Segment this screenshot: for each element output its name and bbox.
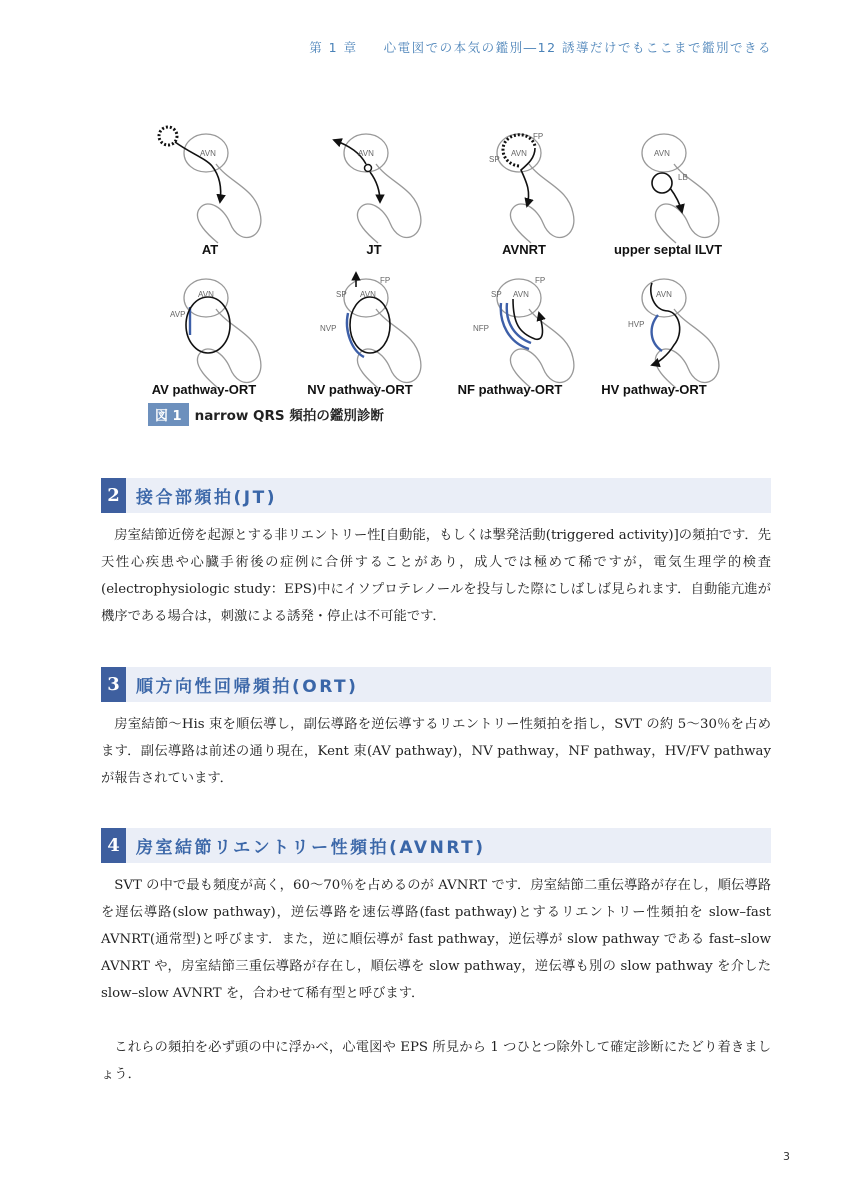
avn-label: AVN	[360, 290, 376, 299]
fp-label: FP	[535, 276, 546, 285]
diagram-hv-pathway-ort	[628, 279, 719, 388]
diagram-grid	[118, 108, 758, 408]
diagram-upper-septal-ilvt	[642, 134, 719, 243]
section-4-heading	[101, 828, 771, 863]
section-4-paragraph-1: SVT の中で最も頻度が高く，60～70％を占めるのが AVNRT です．房室結節二重伝導路が存在し，順伝導路を遅伝導路(slow pathway)，逆伝導路を速伝導路(fast pathway)とするリエントリー性頻拍を slow–fast AVNRT(通常型)と呼びます．また，逆に順伝導が fast pathway，逆伝導が slow pathway である fast–slow AVNRT や，房室結節三重伝導路が存在し，順伝導を slow pathway，逆伝導も別の slow pathway を介した slow–slow AVNRT を，合わせて稀有型と呼びます．	[101, 878, 771, 1001]
label-nv-pathway-ort: NV pathway-ORT	[307, 382, 413, 397]
diagram-avnrt	[489, 132, 574, 243]
diagram-av-pathway-ort	[170, 279, 261, 388]
diagram-at	[159, 127, 261, 243]
fp-label: FP	[380, 276, 391, 285]
diagram-nf-pathway-ort	[473, 276, 574, 388]
avp-label: AVP	[170, 310, 186, 319]
label-upper-septal-ilvt: upper septal ILVT	[613, 242, 723, 257]
avn-label: AVN	[200, 149, 216, 158]
figure-caption-text: narrow QRS 頻拍の鑑別診断	[194, 408, 384, 424]
page-number: 3	[783, 1150, 790, 1163]
label-at: AT	[201, 242, 219, 257]
section-4-paragraph-2: これらの頻拍を必ず頭の中に浮かべ，心電図や EPS 所見から 1 つひとつ除外して確定診断にたどり着きましょう．	[101, 1040, 771, 1082]
avn-label: AVN	[198, 290, 214, 299]
nvp-label: NVP	[320, 324, 337, 333]
avn-label: AVN	[656, 290, 672, 299]
running-head-title: 心電図での本気の鑑別―12 誘導だけでもここまで鑑別できる	[383, 40, 772, 55]
label-avnrt: AVNRT	[502, 242, 546, 257]
section-number: 3	[101, 667, 126, 702]
fp-label: FP	[533, 132, 544, 141]
running-head	[300, 38, 772, 56]
section-2-paragraph: 房室結節近傍を起源とする非リエントリー性[自動能，もしくは撃発活動(triggered activity)]の頻拍です．先天性心疾患や心臓手術後の症例に合併することがあり，成人では極めて稀ですが，電気生理学的検査(electrophysiologic study：EPS)中にイソプロテレノールを投与した際にしばしば見られます．自動能亢進が機序である場合は，刺激による誘発・停止は不可能です．	[101, 528, 771, 624]
avn-label: AVN	[513, 290, 529, 299]
avn-label: AVN	[511, 149, 527, 158]
section-number: 4	[101, 828, 126, 863]
hvp-label: HVP	[628, 320, 645, 329]
section-3-heading	[101, 667, 771, 702]
sp-label: SP	[336, 290, 347, 299]
label-jt: JT	[366, 242, 382, 257]
section-3-paragraph: 房室結節～His 束を順伝導し，副伝導路を逆伝導するリエントリー性頻拍を指し，SVT の約 5～30％を占めます．副伝導路は前述の通り現在，Kent 束(AV pathway)，NV pathway，NF pathway，HV/FV pathway が報告されています．	[101, 717, 771, 786]
running-head-chapter: 第 1 章	[309, 40, 358, 55]
figure-number: 図 1	[148, 403, 189, 426]
section-title: 接合部頻拍(JT)	[136, 488, 277, 508]
avn-label: AVN	[358, 149, 374, 158]
label-av-pathway-ort: AV pathway-ORT	[151, 382, 257, 397]
sp-label: SP	[491, 290, 502, 299]
sp-label: SP	[489, 155, 500, 164]
section-title: 順方向性回帰頻拍(ORT)	[136, 677, 359, 697]
section-number: 2	[101, 478, 126, 513]
figure-caption	[148, 403, 384, 425]
figure-1	[118, 108, 758, 408]
label-hv-pathway-ort: HV pathway-ORT	[601, 382, 707, 397]
diagram-nv-pathway-ort	[320, 273, 421, 388]
label-nf-pathway-ort: NF pathway-ORT	[457, 382, 563, 397]
section-2-heading	[101, 478, 771, 513]
lb-label: LB	[678, 173, 688, 182]
nfp-label: NFP	[473, 324, 489, 333]
section-title: 房室結節リエントリー性頻拍(AVNRT)	[136, 838, 486, 858]
diagram-jt	[334, 134, 421, 243]
avn-label: AVN	[654, 149, 670, 158]
